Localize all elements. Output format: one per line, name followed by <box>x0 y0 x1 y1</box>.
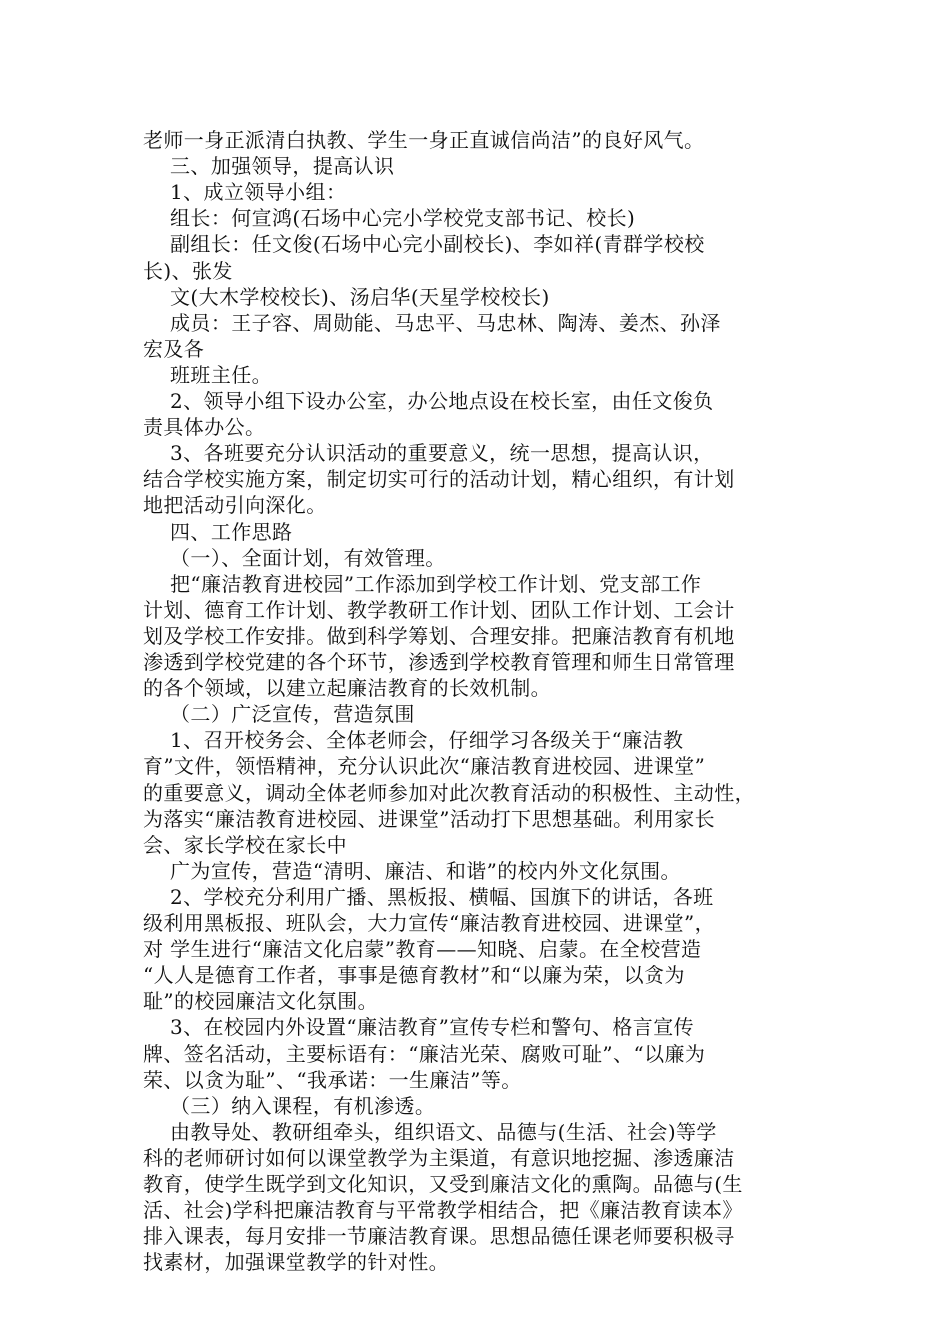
text-line: 划及学校工作安排。做到科学筹划、合理安排。把廉洁教育有机地 <box>143 623 735 648</box>
text-line: 3、在校园内外设置“廉洁教育”宣传专栏和警句、格言宣传 <box>143 1015 695 1040</box>
text-line: 荣、以贪为耻”、“我承诺：一生廉洁”等。 <box>143 1067 522 1092</box>
text-line: 长)、张发 <box>143 258 233 283</box>
text-line: 宏及各 <box>143 336 205 361</box>
text-line: 育”文件，领悟精神，充分认识此次“廉洁教育进校园、进课堂” <box>143 754 706 779</box>
text-line: 地把活动引向深化。 <box>143 493 327 518</box>
text-line: 结合学校实施方案，制定切实可行的活动计划，精心组织，有计划 <box>143 467 735 492</box>
text-line: （一）、全面计划，有效管理。 <box>143 545 446 570</box>
text-line: 由教导处、教研组牵头，组织语文、品德与(生活、社会)等学 <box>143 1119 717 1144</box>
text-line: 找素材，加强课堂教学的针对性。 <box>143 1250 449 1275</box>
text-line: 把“廉洁教育进校园”工作添加到学校工作计划、党支部工作 <box>143 571 702 596</box>
text-line: 组长：何宣鸿(石场中心完小学校党支部书记、校长) <box>143 206 636 231</box>
text-line: 活、社会)学科把廉洁教育与平常教学相结合，把《廉洁教育读本》 <box>143 1198 743 1223</box>
text-line: 成员：王子容、周勋能、马忠平、马忠林、陶涛、姜杰、孙泽 <box>143 310 721 335</box>
text-line: 文(大木学校校长)、汤启华(天星学校校长) <box>143 284 550 309</box>
text-line: 3、各班要充分认识活动的重要意义，统一思想，提高认识， <box>143 441 714 466</box>
text-line: 会、家长学校在家长中 <box>143 832 347 857</box>
text-line: 为落实“廉洁教育进校园、进课堂”活动打下思想基础。利用家长 <box>143 806 716 831</box>
text-line: 2、领导小组下设办公室，办公地点设在校长室，由任文俊负 <box>143 389 714 413</box>
text-line: 1、召开校务会、全体老师会，仔细学习各级关于“廉洁教 <box>143 728 684 753</box>
text-line: 老师一身正派清白执教、学生一身正直诚信尚洁”的良好风气。 <box>143 128 705 152</box>
text-line: 级利用黑板报、班队会，大力宣传“廉洁教育进校园、进课堂”， <box>143 911 716 935</box>
text-line: 的各个领域，以建立起廉洁教育的长效机制。 <box>143 676 551 701</box>
text-line: 班班主任。 <box>143 362 273 387</box>
text-line: 四、工作思路 <box>143 519 293 544</box>
text-line: 牌、签名活动，主要标语有：“廉洁光荣、腐败可耻”、“以廉为 <box>143 1041 706 1066</box>
text-line: 2、学校充分利用广播、黑板报、横幅、国旗下的讲话，各班 <box>143 884 714 909</box>
text-line: 渗透到学校党建的各个环节，渗透到学校教育管理和师生日常管理 <box>143 650 735 674</box>
text-line: 计划、德育工作计划、教学教研工作计划、团队工作计划、工会计 <box>143 597 735 622</box>
text-line: （三）纳入课程，有机渗透。 <box>143 1093 436 1118</box>
text-line: 教育，使学生既学到文化知识，又受到廉洁文化的熏陶。品德与(生 <box>143 1172 743 1196</box>
text-line: 对 学生进行“廉洁文化启蒙”教育——知晓、启蒙。在全校营造 <box>143 937 702 962</box>
text-line: 责具体办公。 <box>143 415 266 440</box>
text-line: 耻”的校园廉洁文化氛围。 <box>143 989 379 1014</box>
text-line: 科的老师研讨如何以课堂教学为主渠道，有意识地挖掘、渗透廉洁 <box>143 1145 735 1170</box>
text-line: （二）广泛宣传，营造氛围 <box>143 702 415 727</box>
text-line: 三、加强领导，提高认识 <box>143 154 395 179</box>
text-line: 广为宣传，营造“清明、廉洁、和谐”的校内外文化氛围。 <box>143 858 681 883</box>
text-line: 副组长：任文俊(石场中心完小副校长)、李如祥(青群学校校 <box>143 232 705 257</box>
text-line: 1、成立领导小组： <box>143 180 347 205</box>
text-line: 的重要意义，调动全体老师参加对此次教育活动的积极性、主动性， <box>143 780 755 805</box>
text-line: “人人是德育工作者，事事是德育教材”和“以廉为荣，以贪为 <box>143 963 685 988</box>
text-line: 排入课表，每月安排一节廉洁教育课。思想品德任课老师要积极寻 <box>143 1224 735 1249</box>
